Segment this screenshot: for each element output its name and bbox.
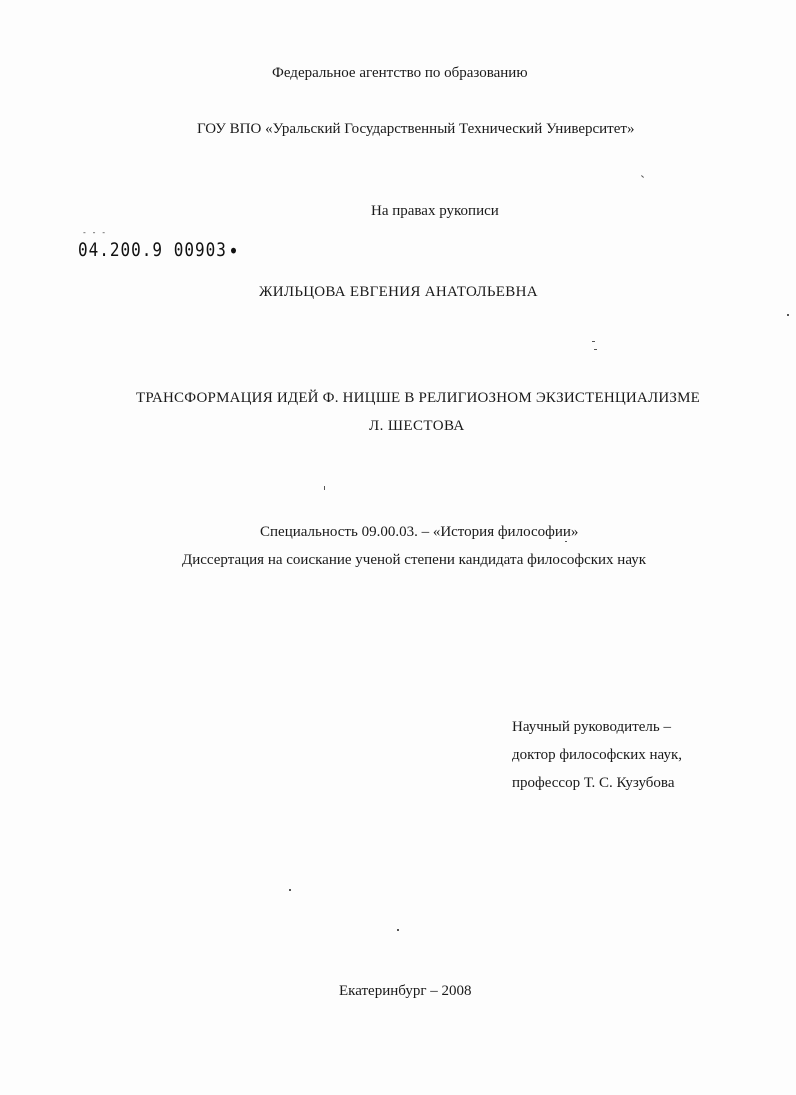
- library-stamp: [78, 239, 236, 261]
- rights-notice: На правах рукописи: [371, 203, 499, 219]
- scan-speck: [289, 889, 291, 891]
- author-name: ЖИЛЬЦОВА ЕВГЕНИЯ АНАТОЛЬЕВНА: [259, 284, 538, 300]
- supervisor-name: профессор Т. С. Кузубова: [512, 775, 675, 791]
- scan-speck: [594, 349, 597, 350]
- city-year: Екатеринбург – 2008: [339, 983, 472, 999]
- specialty: Специальность 09.00.03. – «История философии»: [260, 524, 579, 540]
- scan-speck: [787, 314, 789, 316]
- supervisor-role: Научный руководитель –: [512, 719, 671, 735]
- scan-speck: [324, 486, 325, 490]
- university-name: ГОУ ВПО «Уральский Государственный Технический Университет»: [197, 121, 635, 137]
- stamp-dot-icon: [231, 248, 236, 254]
- agency-name: Федеральное агентство по образованию: [272, 65, 528, 81]
- stamp-marks: - - -: [82, 228, 107, 237]
- supervisor-degree: доктор философских наук,: [512, 747, 682, 763]
- supervisor-block: [512, 713, 682, 797]
- scan-speck: [641, 175, 644, 178]
- scan-speck: [565, 541, 567, 542]
- scan-speck: [592, 341, 595, 342]
- thesis-title-line-2: Л. ШЕСТОВА: [369, 418, 465, 434]
- stamp-number: 04.200.9 00903: [78, 238, 227, 261]
- dissertation-statement: Диссертация на соискание ученой степени кандидата философских наук: [182, 552, 647, 568]
- thesis-title-line-1: ТРАНСФОРМАЦИЯ ИДЕЙ Ф. НИЦШЕ В РЕЛИГИОЗНОМ ЭКЗИСТЕНЦИАЛИЗМЕ: [136, 390, 700, 406]
- scan-speck: [397, 929, 399, 931]
